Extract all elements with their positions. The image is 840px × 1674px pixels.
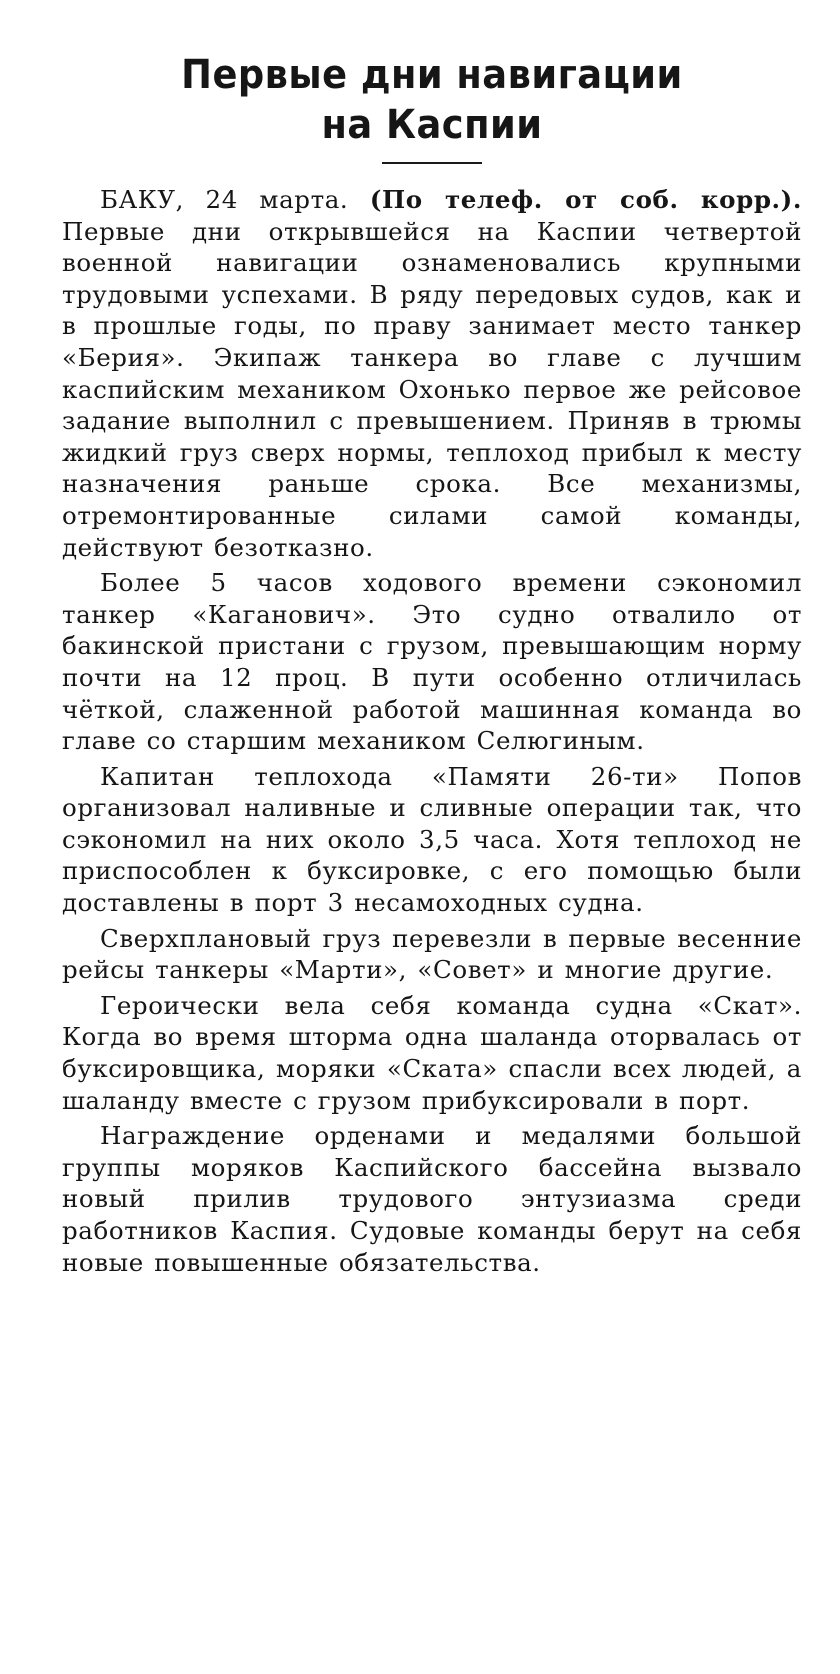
- headline-line-1: Первые дни навигации: [181, 52, 683, 98]
- paragraph-1-text: Первые дни открывшейся на Каспии четвертой военной навигации ознаменовались крупными трудовыми успехами. В ряду передовых судов, как и в прошлые годы, по праву занимает место танкер «Берия». Экипаж танкера во главе с лучшим каспийским механиком Охонько первое же рейсовое задание выполнил с превышением. Приняв в трюмы жидкий груз сверх нормы, теплоход прибыл к месту назначения раньше срока. Все механизмы, отремонтированные силами самой команды, действуют безотказно.: [62, 216, 802, 562]
- paragraph-2: Более 5 часов ходового времени сэкономил танкер «Каганович». Это судно отвалило от бакинской пристани с грузом, превышающим норму почти на 12 проц. В пути особенно отличилась чёткой, слаженной работой машинная команда во главе со старшим механиком Селюгиным.: [62, 568, 802, 756]
- paragraph-4: Сверхплановый груз перевезли в первые весенние рейсы танкеры «Марти», «Совет» и многие другие.: [62, 923, 802, 985]
- headline-divider: [382, 162, 482, 164]
- paragraph-1: [62, 184, 802, 563]
- dateline-source: (По телеф. от соб. корр.).: [369, 185, 802, 214]
- news-article: [62, 50, 802, 1282]
- paragraph-5: Героически вела себя команда судна «Скат». Когда во время шторма одна шаланда оторвалась от буксировщика, моряки «Ската» спасли всех людей, а шаланду вместе с грузом прибуксировали в порт.: [62, 990, 802, 1115]
- headline-line-2: на Каспии: [321, 102, 543, 148]
- article-body: [62, 184, 802, 1278]
- dateline-place: БАКУ, 24 марта.: [100, 185, 349, 214]
- paragraph-6: Награждение орденами и медалями большой группы моряков Каспийского бассейна вызвало новый прилив трудового энтузиазма среди работников Каспия. Судовые команды берут на себя новые повышенные обязательства.: [62, 1121, 802, 1277]
- paragraph-3: Капитан теплохода «Памяти 26-ти» Попов организовал наливные и сливные операции так, что сэкономил на них около 3,5 часа. Хотя теплоход не приспособлен к буксировке, с его помощью были доставлены в порт 3 несамоходных судна.: [62, 761, 802, 918]
- article-headline: [92, 50, 773, 150]
